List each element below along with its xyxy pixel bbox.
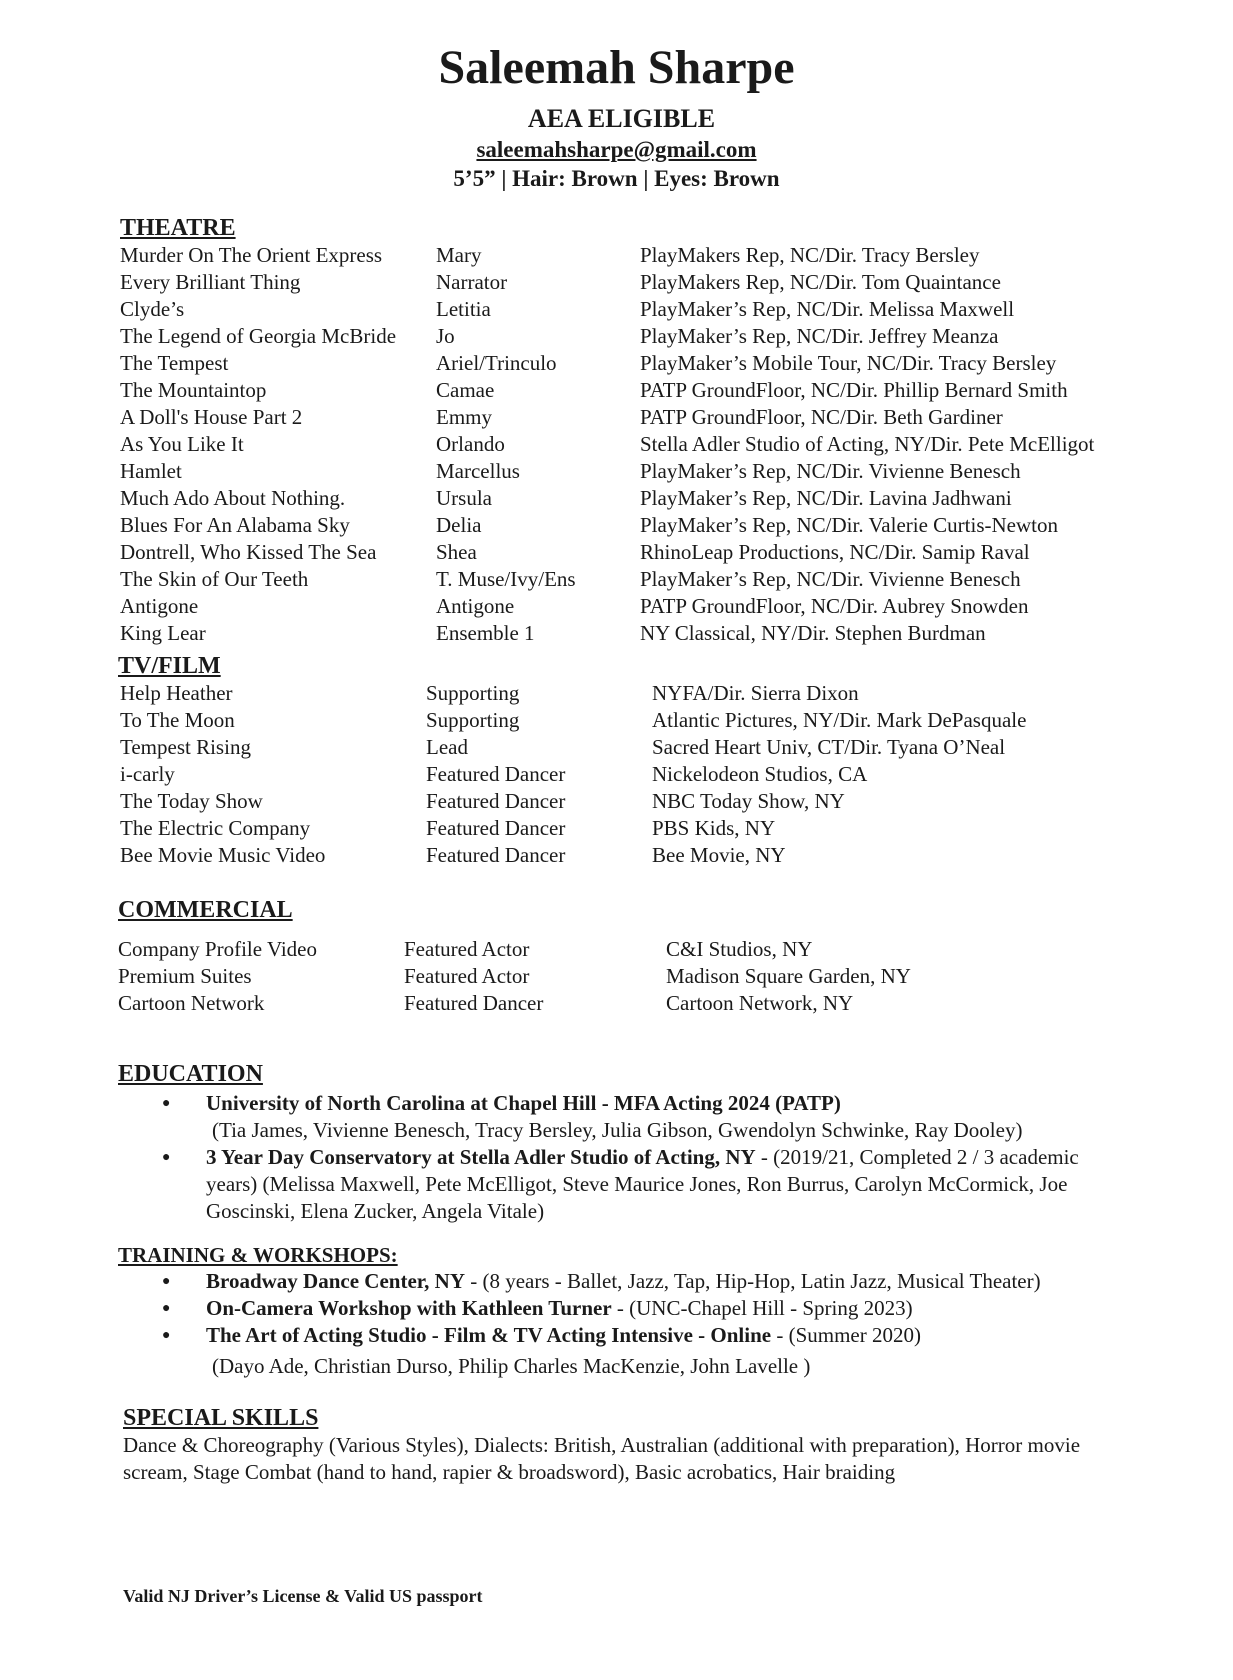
credit-row xyxy=(118,936,1138,963)
tvfilm-credits xyxy=(120,680,1140,869)
training-item xyxy=(120,1295,1130,1322)
credit-role: Narrator xyxy=(436,270,508,294)
credit-company: NYFA/Dir. Sierra Dixon xyxy=(652,681,859,705)
credit-role: Camae xyxy=(436,378,495,402)
credit-title: Much Ado About Nothing. xyxy=(120,486,346,510)
credit-company: PlayMakers Rep, NC/Dir. Tracy Bersley xyxy=(640,243,980,267)
training-item-title: Broadway Dance Center, NY xyxy=(206,1269,465,1293)
credit-title: The Skin of Our Teeth xyxy=(120,567,309,591)
credit-row xyxy=(120,707,1140,734)
credit-company: Cartoon Network, NY xyxy=(666,991,854,1015)
credit-role: Mary xyxy=(436,243,482,267)
credit-role: Supporting xyxy=(426,681,520,705)
credit-row xyxy=(120,431,1140,458)
credit-role: Shea xyxy=(436,540,477,564)
credit-row xyxy=(118,990,1138,1017)
credit-company: PATP GroundFloor, NC/Dir. Aubrey Snowden xyxy=(640,594,1029,618)
credit-row xyxy=(120,734,1140,761)
credit-role: T. Muse/Ivy/Ens xyxy=(436,567,576,591)
credit-title: Clyde’s xyxy=(120,297,185,321)
credit-company: C&I Studios, NY xyxy=(666,937,813,961)
credit-role: Featured Dancer xyxy=(426,789,566,813)
credit-company: PlayMaker’s Mobile Tour, NC/Dir. Tracy Bersley xyxy=(640,351,1057,375)
credit-title: Premium Suites xyxy=(118,964,252,988)
credit-row xyxy=(120,539,1140,566)
credit-row xyxy=(120,485,1140,512)
training-instructors: (Dayo Ade, Christian Durso, Philip Charles MacKenzie, John Lavelle ) xyxy=(212,1354,811,1378)
credit-row xyxy=(120,593,1140,620)
credit-company: PlayMaker’s Rep, NC/Dir. Valerie Curtis-Newton xyxy=(640,513,1059,537)
credit-company: Nickelodeon Studios, CA xyxy=(652,762,868,786)
credit-title: Every Brilliant Thing xyxy=(120,270,301,294)
credit-role: Featured Actor xyxy=(404,937,530,961)
credit-role: Ursula xyxy=(436,486,492,510)
credit-row xyxy=(120,842,1140,869)
skills-text: Dance & Choreography (Various Styles), Dialects: British, Australian (additional with preparation), Horror movie scream, Stage Combat (hand to hand, rapier & broadsword), Basic acrobatics, Hair braiding xyxy=(123,1433,1081,1484)
credit-company: Stella Adler Studio of Acting, NY/Dir. Pete McElligot xyxy=(640,432,1095,456)
training-item-detail: - (8 years - Ballet, Jazz, Tap, Hip-Hop, Latin Jazz, Musical Theater) xyxy=(464,1269,1041,1293)
training-list xyxy=(120,1268,1130,1380)
credit-title: Tempest Rising xyxy=(120,735,251,759)
credit-company: Madison Square Garden, NY xyxy=(666,964,911,988)
credit-title: Hamlet xyxy=(120,459,182,483)
email-line xyxy=(0,136,1233,164)
credit-company: PlayMaker’s Rep, NC/Dir. Vivienne Benesch xyxy=(640,567,1021,591)
credit-title: The Legend of Georgia McBride xyxy=(120,324,397,348)
credit-row xyxy=(120,404,1140,431)
credit-company: PlayMakers Rep, NC/Dir. Tom Quaintance xyxy=(640,270,1001,294)
education-item-faculty: (Tia James, Vivienne Benesch, Tracy Bersley, Julia Gibson, Gwendolyn Schwinke, Ray Dooley) xyxy=(212,1118,1023,1142)
credit-row xyxy=(120,269,1140,296)
credit-role: Featured Dancer xyxy=(426,762,566,786)
education-item-detail: - (2019/21, Completed 2 / 3 academic years) (Melissa Maxwell, Pete McElligot, Steve Maurice Jones, Ron Burrus, Carolyn McCormick, Joe Goscinski, Elena Zucker, Angela Vitale) xyxy=(206,1145,1079,1223)
credit-row xyxy=(120,566,1140,593)
credit-title: As You Like It xyxy=(120,432,244,456)
education-list xyxy=(120,1090,1130,1225)
credit-company: NBC Today Show, NY xyxy=(652,789,845,813)
credit-title: Blues For An Alabama Sky xyxy=(120,513,350,537)
training-item xyxy=(120,1268,1130,1295)
credit-company: PlayMaker’s Rep, NC/Dir. Lavina Jadhwani xyxy=(640,486,1012,510)
physical-stats: 5’5” | Hair: Brown | Eyes: Brown xyxy=(453,166,780,191)
credit-title: i-carly xyxy=(120,762,175,786)
credit-title: Help Heather xyxy=(120,681,233,705)
credit-row xyxy=(120,458,1140,485)
credit-role: Featured Actor xyxy=(404,964,530,988)
credit-row xyxy=(120,620,1140,647)
credit-role: Jo xyxy=(436,324,455,348)
credit-company: PBS Kids, NY xyxy=(652,816,776,840)
education-item xyxy=(120,1144,1130,1225)
credit-role: Antigone xyxy=(436,594,515,618)
credit-title: The Today Show xyxy=(120,789,263,813)
education-item-title: University of North Carolina at Chapel Hill - MFA Acting 2024 (PATP) xyxy=(206,1091,841,1115)
actor-name: Saleemah Sharpe xyxy=(438,41,795,94)
education-item xyxy=(120,1090,1130,1117)
credit-company: Bee Movie, NY xyxy=(652,843,786,867)
union-status: AEA ELIGIBLE xyxy=(527,104,716,133)
training-item-detail: - (UNC-Chapel Hill - Spring 2023) xyxy=(611,1296,913,1320)
credit-title: Dontrell, Who Kissed The Sea xyxy=(120,540,377,564)
credit-title: Company Profile Video xyxy=(118,937,317,961)
credit-title: Murder On The Orient Express xyxy=(120,243,383,267)
credit-company: PATP GroundFloor, NC/Dir. Phillip Bernard Smith xyxy=(640,378,1068,402)
education-item-title: 3 Year Day Conservatory at Stella Adler Studio of Acting, NY xyxy=(206,1145,756,1169)
credit-company: PlayMaker’s Rep, NC/Dir. Jeffrey Meanza xyxy=(640,324,999,348)
credit-role: Orlando xyxy=(436,432,505,456)
credit-row xyxy=(120,377,1140,404)
credit-row xyxy=(120,512,1140,539)
credit-row xyxy=(120,761,1140,788)
credit-row xyxy=(120,680,1140,707)
credit-role: Marcellus xyxy=(436,459,520,483)
credit-role: Featured Dancer xyxy=(426,843,566,867)
training-item-detail: - (Summer 2020) xyxy=(771,1323,921,1347)
credit-row xyxy=(120,788,1140,815)
credit-title: Antigone xyxy=(120,594,199,618)
credit-company: PlayMaker’s Rep, NC/Dir. Melissa Maxwell xyxy=(640,297,1015,321)
credit-role: Featured Dancer xyxy=(404,991,544,1015)
theatre-credits xyxy=(120,242,1140,647)
training-item-title: On-Camera Workshop with Kathleen Turner xyxy=(206,1296,612,1320)
credit-row xyxy=(120,815,1140,842)
credit-title: Cartoon Network xyxy=(118,991,265,1015)
training-item xyxy=(120,1322,1130,1349)
credit-company: PATP GroundFloor, NC/Dir. Beth Gardiner xyxy=(640,405,1003,429)
commercial-credits xyxy=(118,936,1138,1017)
credit-title: The Mountaintop xyxy=(120,378,267,402)
credit-company: Sacred Heart Univ, CT/Dir. Tyana O’Neal xyxy=(652,735,1006,759)
credit-title: A Doll's House Part 2 xyxy=(120,405,303,429)
credit-role: Ariel/Trinculo xyxy=(436,351,557,375)
credit-role: Lead xyxy=(426,735,468,759)
tvfilm-heading: TV/FILM xyxy=(118,653,221,679)
credit-role: Letitia xyxy=(436,297,491,321)
credit-title: King Lear xyxy=(120,621,206,645)
credit-role: Emmy xyxy=(436,405,492,429)
training-heading: TRAINING & WORKSHOPS: xyxy=(118,1243,398,1267)
credit-title: Bee Movie Music Video xyxy=(120,843,326,867)
credit-role: Featured Dancer xyxy=(426,816,566,840)
theatre-heading: THEATRE xyxy=(120,215,236,241)
license-line: Valid NJ Driver’s License & Valid US passport xyxy=(123,1586,483,1606)
email-link[interactable]: saleemahsharpe@gmail.com xyxy=(476,137,757,162)
credit-row xyxy=(120,323,1140,350)
skills-heading: SPECIAL SKILLS xyxy=(123,1405,319,1431)
credit-role: Delia xyxy=(436,513,482,537)
education-heading: EDUCATION xyxy=(118,1061,263,1087)
credit-title: To The Moon xyxy=(120,708,235,732)
credit-title: The Tempest xyxy=(120,351,229,375)
credit-row xyxy=(118,963,1138,990)
credit-company: PlayMaker’s Rep, NC/Dir. Vivienne Benesch xyxy=(640,459,1021,483)
credit-company: Atlantic Pictures, NY/Dir. Mark DePasquale xyxy=(652,708,1027,732)
commercial-heading: COMMERCIAL xyxy=(118,897,293,923)
credit-role: Supporting xyxy=(426,708,520,732)
credit-company: NY Classical, NY/Dir. Stephen Burdman xyxy=(640,621,986,645)
credit-company: RhinoLeap Productions, NC/Dir. Samip Raval xyxy=(640,540,1030,564)
credit-title: The Electric Company xyxy=(120,816,311,840)
credit-row xyxy=(120,242,1140,269)
credit-role: Ensemble 1 xyxy=(436,621,535,645)
training-item-title: The Art of Acting Studio - Film & TV Acting Intensive - Online xyxy=(206,1323,772,1347)
credit-row xyxy=(120,350,1140,377)
credit-row xyxy=(120,296,1140,323)
